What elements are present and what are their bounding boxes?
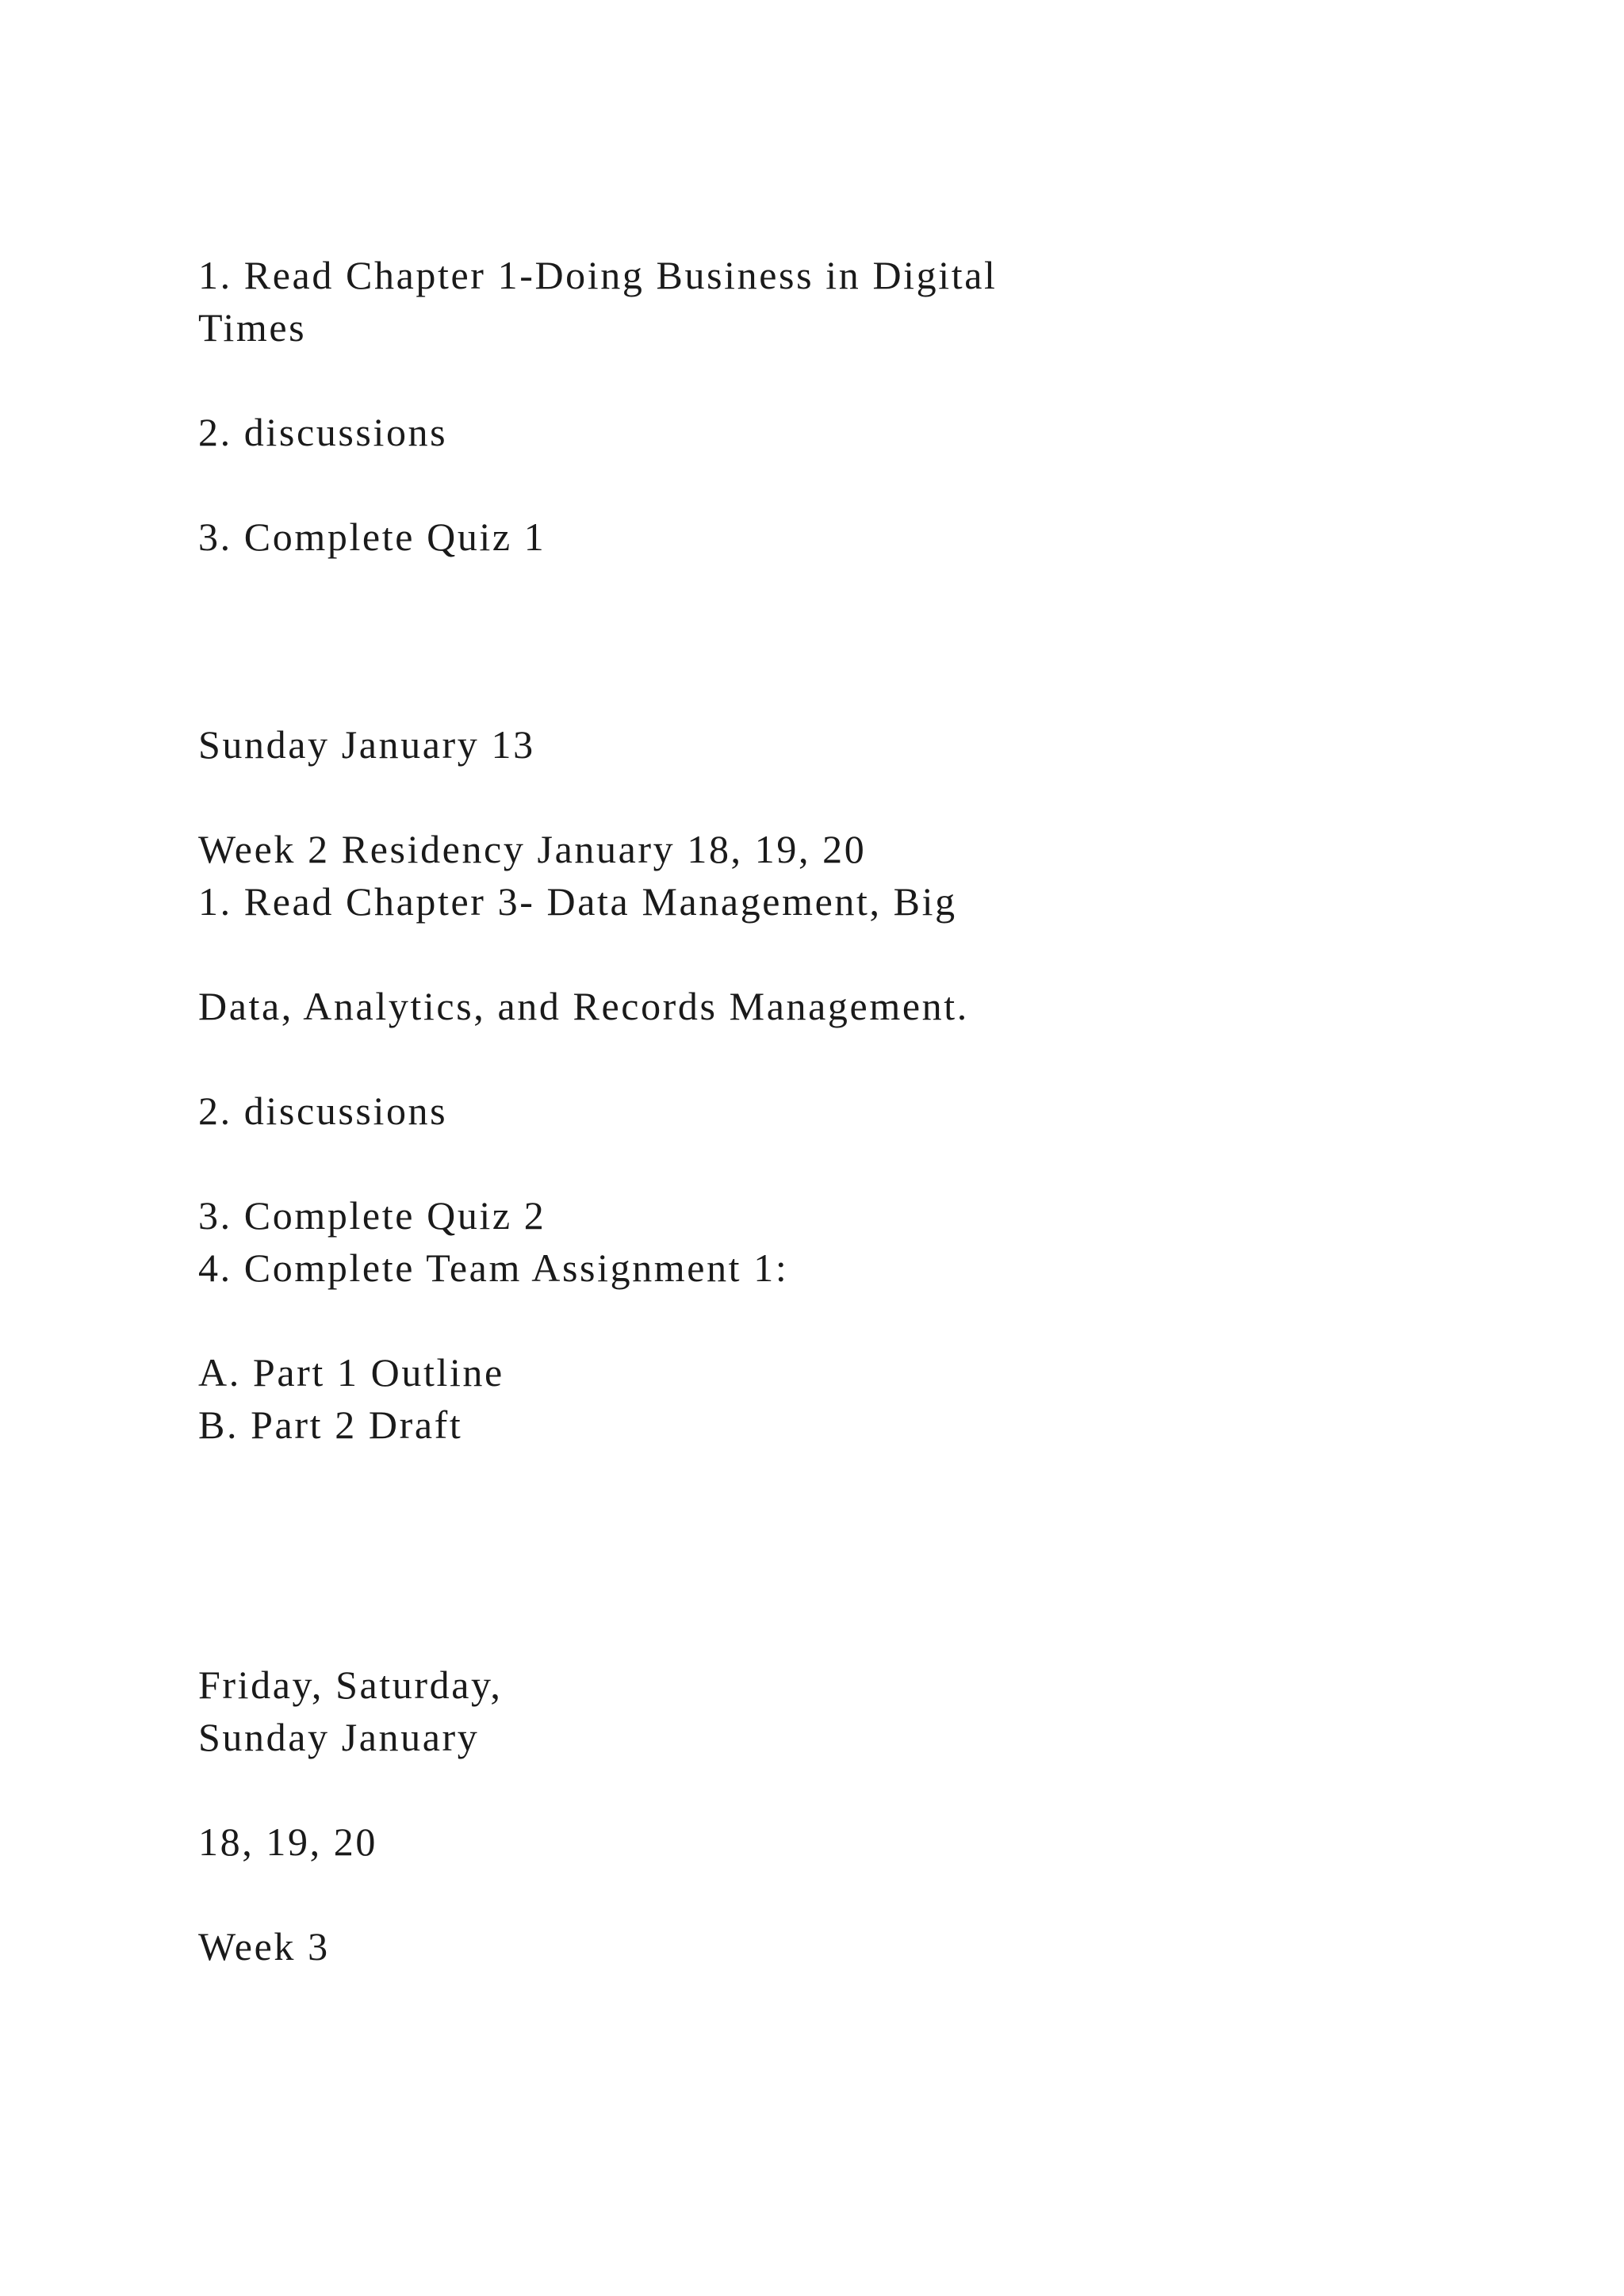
week1-task-quiz-1: 3. Complete Quiz 1 xyxy=(198,515,546,559)
week1-due-date: Sunday January 13 xyxy=(198,722,535,767)
week1-task-discussions: 2. discussions xyxy=(198,410,448,454)
week2-subtask-part-2: B. Part 2 Draft xyxy=(198,1402,463,1447)
week2-due-days: Friday, Saturday, xyxy=(198,1663,503,1707)
week2-task-quiz-2: 3. Complete Quiz 2 xyxy=(198,1193,546,1238)
week2-task-discussions: 2. discussions xyxy=(198,1089,448,1133)
week2-due-dates: 18, 19, 20 xyxy=(198,1820,377,1864)
week3-heading: Week 3 xyxy=(198,1924,330,1969)
week1-task-read-chapter-1-continued: Times xyxy=(198,305,307,350)
week2-task-read-chapter-3: 1. Read Chapter 3- Data Management, Big xyxy=(198,879,957,924)
week2-task-read-chapter-3-continued: Data, Analytics, and Records Management. xyxy=(198,984,969,1028)
week2-due-days-continued: Sunday January xyxy=(198,1715,480,1759)
week2-subtask-part-1: A. Part 1 Outline xyxy=(198,1350,504,1395)
week2-heading: Week 2 Residency January 18, 19, 20 xyxy=(198,827,867,871)
week1-task-read-chapter-1: 1. Read Chapter 1-Doing Business in Digital xyxy=(198,253,998,297)
week2-task-team-assignment: 4. Complete Team Assignment 1: xyxy=(198,1246,789,1290)
